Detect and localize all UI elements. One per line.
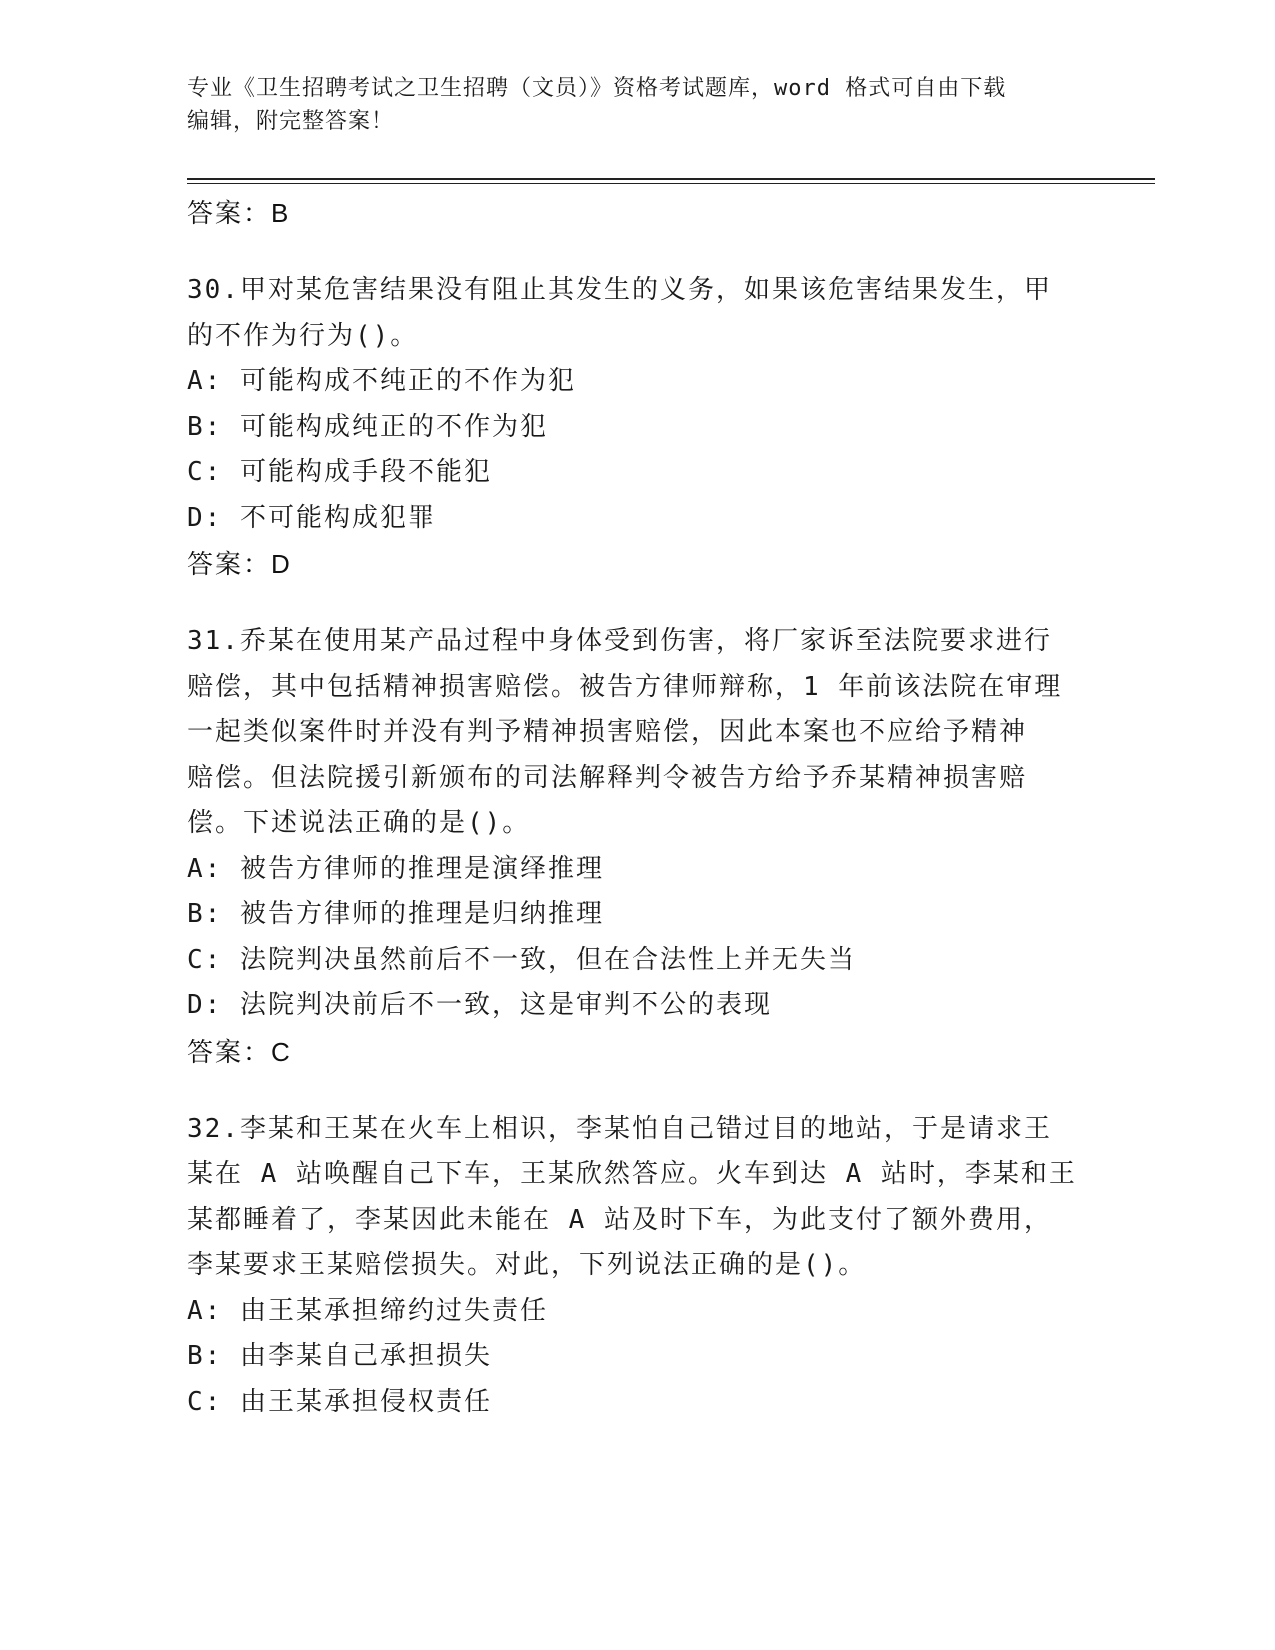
answer: 答案：D <box>187 549 292 579</box>
question-stem <box>187 619 1087 847</box>
option-d: D: 不可能构成犯罪 <box>187 502 436 533</box>
option-c: C: 法院判决虽然前后不一致，但在合法性上并无失当 <box>187 944 856 975</box>
option-a: A: 被告方律师的推理是演绎推理 <box>187 853 604 884</box>
question-stem <box>187 1107 1087 1289</box>
stem-line: 的不作为行为()。 <box>187 320 419 351</box>
header-line-2: 编辑，附完整答案！ <box>187 109 395 134</box>
question-stem <box>187 268 1087 359</box>
stem-line: 赔偿，其中包括精神损害赔偿。被告方律师辩称，1 年前该法院在审理 <box>187 671 1063 702</box>
question-32 <box>187 1107 1087 1426</box>
stem-line: 31.乔某在使用某产品过程中身体受到伤害，将厂家诉至法院要求进行 <box>187 626 1052 656</box>
page-header <box>187 72 1087 138</box>
stem-line: 赔偿。但法院援引新颁布的司法解释判令被告方给予乔某精神损害赔 <box>187 762 1028 793</box>
option-a: A: 可能构成不纯正的不作为犯 <box>187 366 576 396</box>
stem-line: 一起类似案件时并没有判予精神损害赔偿，因此本案也不应给予精神 <box>187 717 1028 747</box>
question-30 <box>187 268 1087 587</box>
option-b: B: 可能构成纯正的不作为犯 <box>187 411 548 442</box>
option-b: B: 由李某自己承担损失 <box>187 1341 492 1371</box>
answer: 答案：C <box>187 1036 292 1067</box>
stem-line: 某都睡着了，李某因此未能在 A 站及时下车，为此支付了额外费用， <box>187 1204 1052 1235</box>
header-line-1: 专业《卫生招聘考试之卫生招聘（文员）》资格考试题库，word 格式可自由下载 <box>187 76 1007 101</box>
document-body <box>187 190 1087 1425</box>
option-c: C: 可能构成手段不能犯 <box>187 457 492 487</box>
option-a: A: 由王某承担缔约过失责任 <box>187 1295 548 1326</box>
question-31 <box>187 619 1087 1075</box>
stem-line: 30.甲对某危害结果没有阻止其发生的义务，如果该危害结果发生，甲 <box>187 275 1052 305</box>
stem-line: 32.李某和王某在火车上相识，李某怕自己错过目的地站，于是请求王 <box>187 1113 1052 1144</box>
option-b: B: 被告方律师的推理是归纳推理 <box>187 899 604 929</box>
stem-line: 偿。下述说法正确的是()。 <box>187 808 531 838</box>
stem-line: 李某要求王某赔偿损失。对此，下列说法正确的是()。 <box>187 1250 867 1280</box>
option-d: D: 法院判决前后不一致，这是审判不公的表现 <box>187 990 772 1020</box>
answer-previous: 答案：B <box>187 198 291 228</box>
option-c: C: 由王某承担侵权责任 <box>187 1386 492 1417</box>
stem-line: 某在 A 站唤醒自己下车，王某欣然答应。火车到达 A 站时，李某和王 <box>187 1159 1077 1189</box>
header-divider <box>187 178 1155 184</box>
